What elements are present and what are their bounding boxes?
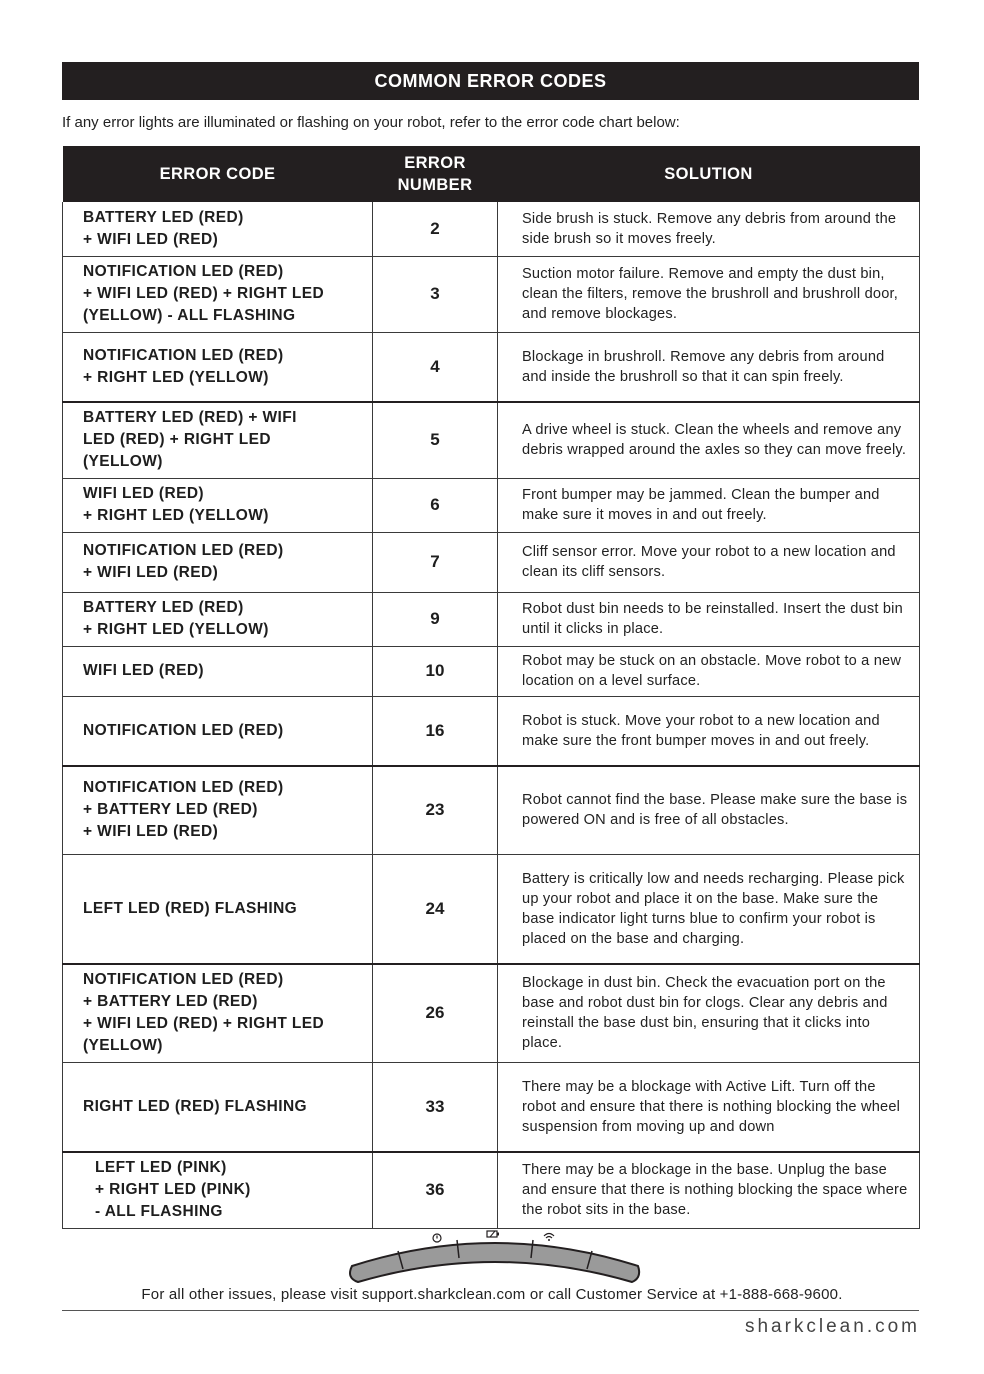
error-code-cell: BATTERY LED (RED) + RIGHT LED (YELLOW) xyxy=(63,592,373,646)
error-number-cell: 4 xyxy=(373,332,498,402)
panel-arc-shape xyxy=(350,1243,639,1282)
solution-cell: Blockage in dust bin. Check the evacuation port on the base and robot dust bin for clogs. Clear any debris and reinstall the base dust bin, ensuring that it clicks into place. xyxy=(498,964,920,1062)
header-error-number xyxy=(373,146,498,202)
error-code-table xyxy=(62,146,920,1229)
table-row xyxy=(63,646,920,696)
error-code-cell: NOTIFICATION LED (RED) + WIFI LED (RED) xyxy=(63,532,373,592)
error-number-cell: 36 xyxy=(373,1152,498,1228)
table-row xyxy=(63,766,920,854)
solution-cell: Suction motor failure. Remove and empty the dust bin, clean the filters, remove the brushroll and brushroll door, and remove blockages. xyxy=(498,256,920,332)
header-error-number-line1: ERROR xyxy=(404,154,466,172)
solution-cell: Robot is stuck. Move your robot to a new location and make sure the front bumper moves in and out freely. xyxy=(498,696,920,766)
table-row xyxy=(63,332,920,402)
error-number-cell: 33 xyxy=(373,1062,498,1152)
table-row xyxy=(63,1152,920,1228)
wifi-icon xyxy=(544,1234,554,1242)
footer-text: For all other issues, please visit support.sharkclean.com or call Customer Service at +1-888-668-9600. xyxy=(141,1286,843,1303)
table-row xyxy=(63,854,920,964)
solution-cell: Side brush is stuck. Remove any debris from around the side brush so it moves freely. xyxy=(498,202,920,256)
error-number-cell: 3 xyxy=(373,256,498,332)
error-code-cell: LEFT LED (RED) FLASHING xyxy=(63,854,373,964)
error-code-cell: RIGHT LED (RED) FLASHING xyxy=(63,1062,373,1152)
intro-text: If any error lights are illuminated or flashing on your robot, refer to the error code chart below: xyxy=(62,114,680,131)
error-number-cell: 2 xyxy=(373,202,498,256)
solution-cell: Cliff sensor error. Move your robot to a new location and clean its cliff sensors. xyxy=(498,532,920,592)
page-title: COMMON ERROR CODES xyxy=(62,62,919,100)
solution-cell: Battery is critically low and needs recharging. Please pick up your robot and place it on the base. Make sure the base indicator light turns blue to confirm your robot is placed on the base and charging. xyxy=(498,854,920,964)
error-code-cell: BATTERY LED (RED) + WIFI LED (RED) xyxy=(63,202,373,256)
solution-cell: Robot may be stuck on an obstacle. Move robot to a new location on a level surface. xyxy=(498,646,920,696)
error-number-cell: 5 xyxy=(373,402,498,478)
error-number-cell: 26 xyxy=(373,964,498,1062)
error-number-cell: 16 xyxy=(373,696,498,766)
table-row xyxy=(63,402,920,478)
error-code-cell: NOTIFICATION LED (RED) xyxy=(63,696,373,766)
table-row xyxy=(63,964,920,1062)
table-row xyxy=(63,696,920,766)
solution-cell: There may be a blockage in the base. Unplug the base and ensure that there is nothing blocking the space where the robot sits in the base. xyxy=(498,1152,920,1228)
notification-icon xyxy=(433,1234,441,1242)
header-error-number-line2: NUMBER xyxy=(397,176,473,194)
table-row xyxy=(63,478,920,532)
error-code-cell: NOTIFICATION LED (RED) + RIGHT LED (YELLOW) xyxy=(63,332,373,402)
table-row xyxy=(63,256,920,332)
error-number-cell: 24 xyxy=(373,854,498,964)
table-row xyxy=(63,532,920,592)
solution-cell: There may be a blockage with Active Lift. Turn off the robot and ensure that there is nothing blocking the wheel suspension from moving up and down xyxy=(498,1062,920,1152)
error-code-cell: NOTIFICATION LED (RED) + WIFI LED (RED) + RIGHT LED (YELLOW) - ALL FLASHING xyxy=(63,256,373,332)
table-header-row xyxy=(63,146,920,202)
solution-cell: Front bumper may be jammed. Clean the bumper and make sure it moves in and out freely. xyxy=(498,478,920,532)
error-number-cell: 10 xyxy=(373,646,498,696)
error-code-cell: WIFI LED (RED) xyxy=(63,646,373,696)
error-code-cell: BATTERY LED (RED) + WIFI LED (RED) + RIGHT LED (YELLOW) xyxy=(63,402,373,478)
footer-divider xyxy=(62,1310,919,1311)
table-row xyxy=(63,202,920,256)
error-number-cell: 9 xyxy=(373,592,498,646)
header-error-code: ERROR CODE xyxy=(63,146,373,202)
error-number-cell: 6 xyxy=(373,478,498,532)
error-code-cell: WIFI LED (RED) + RIGHT LED (YELLOW) xyxy=(63,478,373,532)
error-number-cell: 7 xyxy=(373,532,498,592)
header-solution: SOLUTION xyxy=(498,146,920,202)
solution-cell: Robot dust bin needs to be reinstalled. Insert the dust bin until it clicks in place. xyxy=(498,592,920,646)
table-row xyxy=(63,592,920,646)
website-label: sharkclean.com xyxy=(744,1316,920,1337)
indicator-panel-illustration xyxy=(340,1228,650,1288)
solution-cell: Blockage in brushroll. Remove any debris from around and inside the brushroll so that it can spin freely. xyxy=(498,332,920,402)
error-code-cell: LEFT LED (PINK) + RIGHT LED (PINK) - ALL FLASHING xyxy=(63,1152,373,1228)
error-number-cell: 23 xyxy=(373,766,498,854)
error-code-cell: NOTIFICATION LED (RED) + BATTERY LED (RED) + WIFI LED (RED) + RIGHT LED (YELLOW) xyxy=(63,964,373,1062)
battery-icon xyxy=(487,1231,499,1237)
table-row xyxy=(63,1062,920,1152)
robot-indicator-panel xyxy=(340,1228,650,1288)
error-code-cell: NOTIFICATION LED (RED) + BATTERY LED (RED) + WIFI LED (RED) xyxy=(63,766,373,854)
solution-cell: Robot cannot find the base. Please make sure the base is powered ON and is free of all obstacles. xyxy=(498,766,920,854)
solution-cell: A drive wheel is stuck. Clean the wheels and remove any debris wrapped around the axles so they can move freely. xyxy=(498,402,920,478)
